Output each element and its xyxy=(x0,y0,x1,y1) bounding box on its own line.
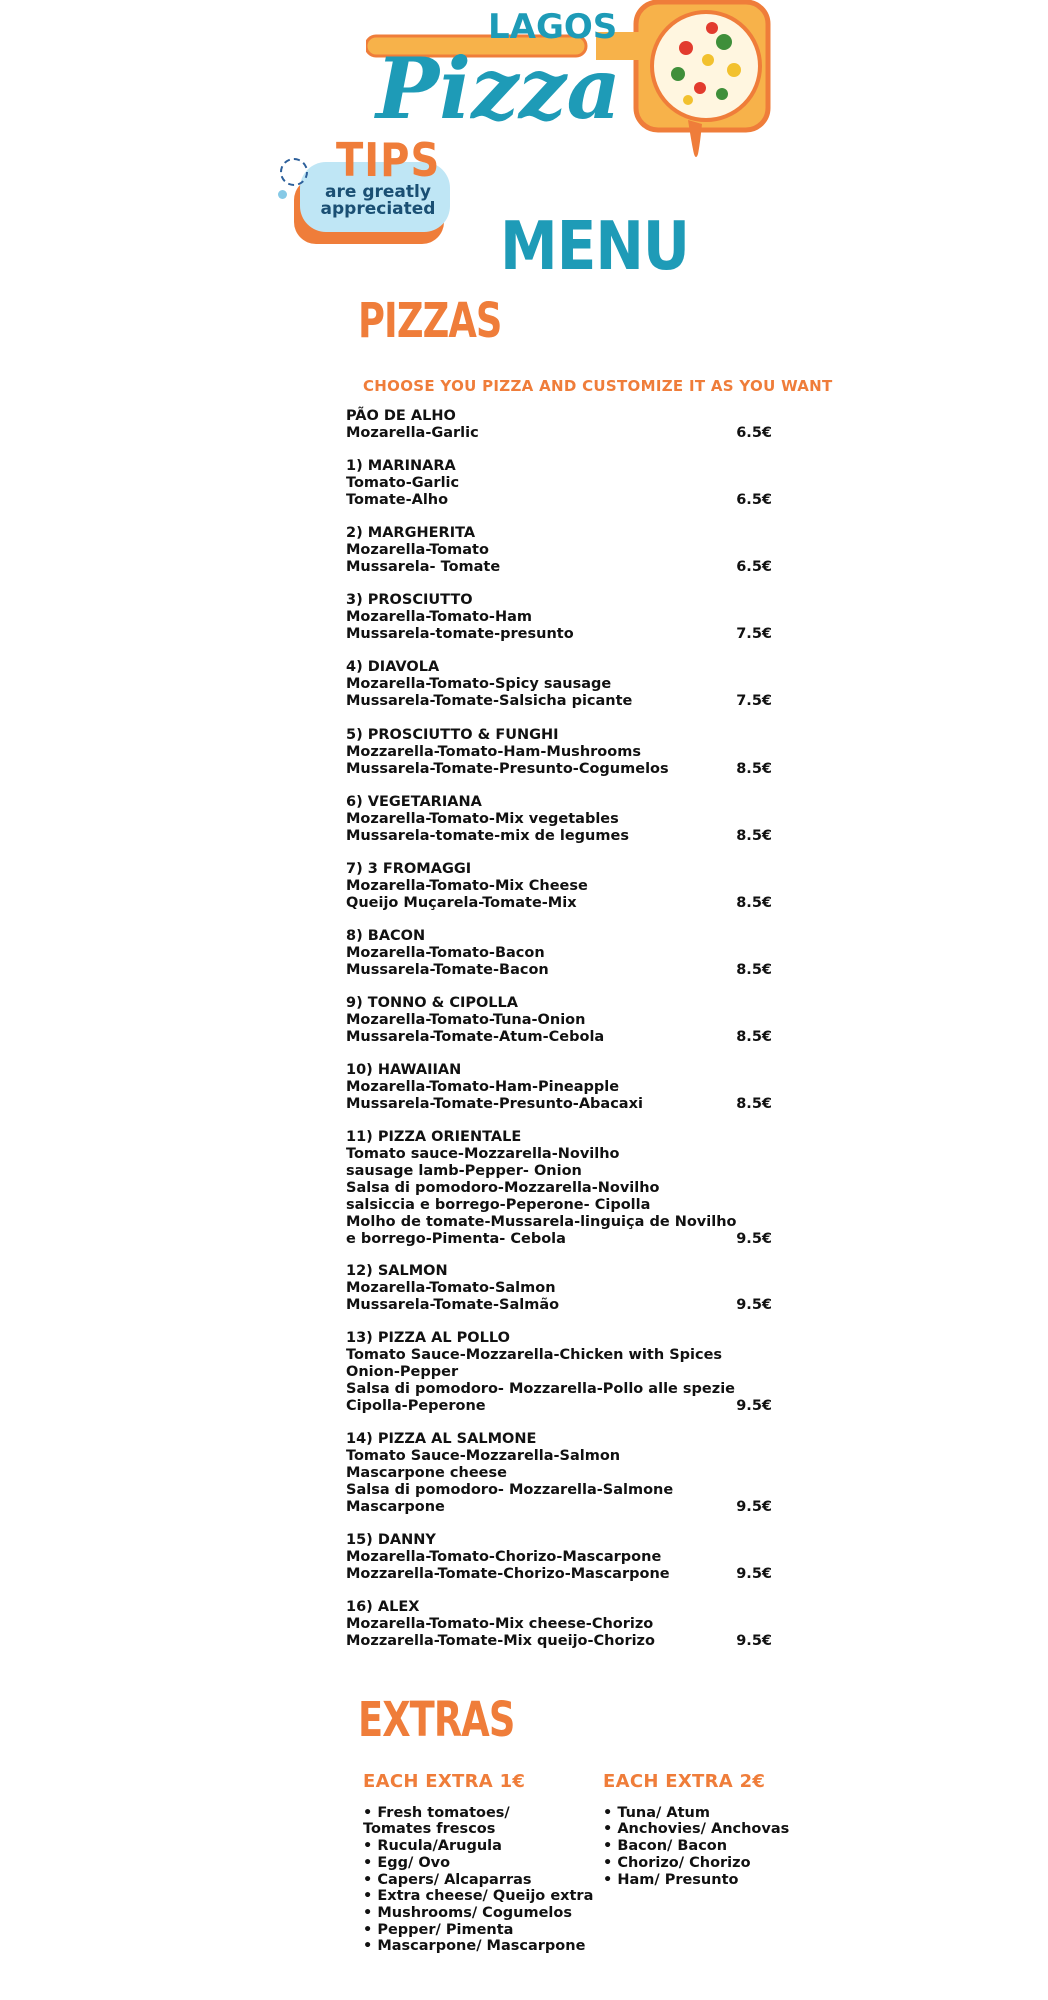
menu-item xyxy=(346,1330,772,1415)
menu-item xyxy=(346,1599,772,1650)
tips-title: TIPS xyxy=(336,134,441,188)
menu-item-ingredients: Cipolla-Peperone xyxy=(346,1398,486,1414)
menu-item-price: 6.5€ xyxy=(736,492,772,508)
menu-item-price: 8.5€ xyxy=(736,761,772,777)
logo-main-text: Pizza xyxy=(376,39,621,138)
menu-item xyxy=(346,1431,772,1516)
pizzas-subtitle: CHOOSE YOU PIZZA AND CUSTOMIZE IT AS YOU WANT xyxy=(363,377,833,395)
menu-item-name: 6) VEGETARIANA xyxy=(346,794,482,810)
menu-item-ingredients: Mozarella-Garlic xyxy=(346,425,479,441)
pizza-icon xyxy=(652,12,760,120)
menu-item-ingredients: Mozarella-Tomato-Bacon xyxy=(346,945,545,961)
extras-heading: EACH EXTRA 2€ xyxy=(603,1771,766,1792)
menu-item-name: 9) TONNO & CIPOLLA xyxy=(346,995,519,1011)
menu-item-ingredients: Tomato-Garlic xyxy=(346,475,460,491)
menu-item-ingredients: Salsa di pomodoro- Mozzarella-Pollo alle spezie xyxy=(346,1381,736,1397)
pizzas-title: PIZZAS xyxy=(358,294,502,350)
menu-item-ingredients: Mozzarella-Tomate-Mix queijo-Chorizo xyxy=(346,1633,655,1649)
menu-item xyxy=(346,727,772,778)
extras-item: • Tuna/ Atum xyxy=(603,1804,710,1821)
menu-item xyxy=(346,1263,772,1314)
menu-item xyxy=(346,408,772,442)
menu-item-name: 7) 3 FROMAGGI xyxy=(346,861,472,877)
extras-item: • Extra cheese/ Queijo extra xyxy=(363,1888,594,1905)
menu-item-name: 1) MARINARA xyxy=(346,458,456,474)
extras-item: • Anchovies/ Anchovas xyxy=(603,1821,790,1838)
menu-item xyxy=(346,995,772,1046)
menu-item-ingredients: Mascarpone xyxy=(346,1499,445,1515)
menu-item-price: 8.5€ xyxy=(736,1029,772,1045)
menu-item-ingredients: Mussarela-Tomate-Salsicha picante xyxy=(346,693,633,709)
menu-item-ingredients: Mozarella-Tomato-Spicy sausage xyxy=(346,676,612,692)
menu-item-ingredients: Mozarella-Tomato-Mix cheese-Chorizo xyxy=(346,1616,654,1632)
menu-item-ingredients: e borrego-Pimenta- Cebola xyxy=(346,1231,566,1247)
menu-item-name: 10) HAWAIIAN xyxy=(346,1062,462,1078)
menu-item-name: 14) PIZZA AL SALMONE xyxy=(346,1431,537,1447)
menu-item-price: 9.5€ xyxy=(736,1297,772,1313)
menu-item xyxy=(346,1062,772,1113)
menu-item-ingredients: salsiccia e borrego-Peperone- Cipolla xyxy=(346,1197,651,1213)
menu-item-name: 8) BACON xyxy=(346,928,426,944)
menu-item xyxy=(346,592,772,643)
menu-item-price: 8.5€ xyxy=(736,895,772,911)
menu-item-ingredients: Mussarela-Tomate-Salmão xyxy=(346,1297,560,1313)
menu-item-price: 8.5€ xyxy=(736,828,772,844)
menu-item-name: 5) PROSCIUTTO & FUNGHI xyxy=(346,727,559,743)
menu-item-name: 11) PIZZA ORIENTALE xyxy=(346,1129,522,1145)
extras-item: • Fresh tomatoes/ xyxy=(363,1804,510,1821)
extras-item: • Ham/ Presunto xyxy=(603,1871,739,1888)
logo-top-text: LAGOS xyxy=(488,7,618,47)
menu-item-name: 3) PROSCIUTTO xyxy=(346,592,473,608)
extras-item: • Capers/ Alcaparras xyxy=(363,1871,532,1888)
extras-item: • Bacon/ Bacon xyxy=(603,1838,728,1855)
menu-item-ingredients: Mussarela-Tomate-Presunto-Abacaxi xyxy=(346,1096,643,1112)
menu-item-price: 9.5€ xyxy=(736,1499,772,1515)
menu-item-ingredients: Mussarela-tomate-mix de legumes xyxy=(346,828,629,844)
menu-item-price: 6.5€ xyxy=(736,559,772,575)
menu-item-name: 2) MARGHERITA xyxy=(346,525,476,541)
menu-item xyxy=(346,928,772,979)
extras-item: Tomates frescos xyxy=(363,1821,496,1838)
menu-item-name: 4) DIAVOLA xyxy=(346,659,440,675)
tips-subtitle xyxy=(308,184,448,218)
menu-item-name: 15) DANNY xyxy=(346,1532,436,1548)
menu-item xyxy=(346,1129,772,1248)
extras-item: • Rucula/Arugula xyxy=(363,1838,502,1855)
menu-item-ingredients: Mussarela-Tomate-Atum-Cebola xyxy=(346,1029,605,1045)
menu-item-name: 16) ALEX xyxy=(346,1599,420,1615)
menu-item xyxy=(346,794,772,845)
extras-column-2 xyxy=(603,1771,790,1888)
menu-item-ingredients: Mozarella-Tomato-Chorizo-Mascarpone xyxy=(346,1549,662,1565)
menu-item-name: 12) SALMON xyxy=(346,1263,448,1279)
menu-item-ingredients: Tomato Sauce-Mozzarella-Salmon xyxy=(346,1448,621,1464)
menu-item-price: 7.5€ xyxy=(736,693,772,709)
menu-item-name: PÃO DE ALHO xyxy=(346,408,456,424)
menu-item-ingredients: Molho de tomate-Mussarela-linguiça de Novilho xyxy=(346,1214,737,1230)
menu-item-ingredients: Salsa di pomodoro-Mozzarella-Novilho xyxy=(346,1180,660,1196)
extras-column-1 xyxy=(363,1771,594,1955)
menu-item-ingredients: Mussarela-Tomate-Presunto-Cogumelos xyxy=(346,761,669,777)
menu-item-ingredients: Tomate-Alho xyxy=(346,492,449,508)
menu-item-ingredients: Mussarela-tomate-presunto xyxy=(346,626,574,642)
menu-item-ingredients: Queijo Muçarela-Tomate-Mix xyxy=(346,895,577,911)
menu-item-price: 7.5€ xyxy=(736,626,772,642)
menu-item xyxy=(346,525,772,576)
menu-item-ingredients: Mozzarella-Tomato-Ham-Mushrooms xyxy=(346,744,641,760)
menu-item-ingredients: Mozarella-Tomato-Mix Cheese xyxy=(346,878,588,894)
menu-item-ingredients: Mozarella-Tomato-Mix vegetables xyxy=(346,811,619,827)
menu-item-ingredients: Mozarella-Tomato-Ham-Pineapple xyxy=(346,1079,620,1095)
extras-item: • Egg/ Ovo xyxy=(363,1854,451,1871)
extras-item: • Chorizo/ Chorizo xyxy=(603,1854,751,1871)
tips-line-2: appreciated xyxy=(320,199,436,219)
dashed-circle-icon xyxy=(280,158,308,186)
menu-item-ingredients: Mozarella-Tomato-Tuna-Onion xyxy=(346,1012,586,1028)
menu-item-ingredients: Mussarela-Tomate-Bacon xyxy=(346,962,549,978)
menu-item-ingredients: Onion-Pepper xyxy=(346,1364,459,1380)
menu-item-price: 9.5€ xyxy=(736,1398,772,1414)
menu-item-ingredients: Mozarella-Tomato xyxy=(346,542,489,558)
menu-item-ingredients: Mozarella-Tomato-Salmon xyxy=(346,1280,556,1296)
tips-line-1: are greatly xyxy=(325,182,431,202)
menu-item xyxy=(346,861,772,912)
menu-item-price: 8.5€ xyxy=(736,962,772,978)
menu-item xyxy=(346,1532,772,1583)
dot-icon xyxy=(278,190,287,199)
menu-item-ingredients: Tomato sauce-Mozzarella-Novilho xyxy=(346,1146,620,1162)
extras-title: EXTRAS xyxy=(358,1693,515,1749)
menu-item xyxy=(346,659,772,710)
menu-item-ingredients: Tomato Sauce-Mozzarella-Chicken with Spices xyxy=(346,1347,723,1363)
menu-item-price: 9.5€ xyxy=(736,1231,772,1247)
menu-item-price: 6.5€ xyxy=(736,425,772,441)
extras-item: • Pepper/ Pimenta xyxy=(363,1921,514,1938)
menu-item xyxy=(346,458,772,509)
extras-item: • Mushrooms/ Cogumelos xyxy=(363,1904,572,1921)
menu-item-price: 9.5€ xyxy=(736,1566,772,1582)
menu-item-ingredients: Mascarpone cheese xyxy=(346,1465,507,1481)
tips-badge xyxy=(278,134,458,248)
menu-title: MENU xyxy=(500,207,689,286)
menu-item-ingredients: Mussarela- Tomate xyxy=(346,559,501,575)
menu-item-ingredients: Salsa di pomodoro- Mozzarella-Salmone xyxy=(346,1482,674,1498)
menu-item-price: 8.5€ xyxy=(736,1096,772,1112)
menu-item-ingredients: sausage lamb-Pepper- Onion xyxy=(346,1163,582,1179)
menu-item-name: 13) PIZZA AL POLLO xyxy=(346,1330,510,1346)
menu-item-price: 9.5€ xyxy=(736,1633,772,1649)
menu-item-ingredients: Mozzarella-Tomate-Chorizo-Mascarpone xyxy=(346,1566,670,1582)
menu-item-ingredients: Mozarella-Tomato-Ham xyxy=(346,609,532,625)
extras-item: • Mascarpone/ Mascarpone xyxy=(363,1938,586,1955)
extras-heading: EACH EXTRA 1€ xyxy=(363,1771,526,1792)
